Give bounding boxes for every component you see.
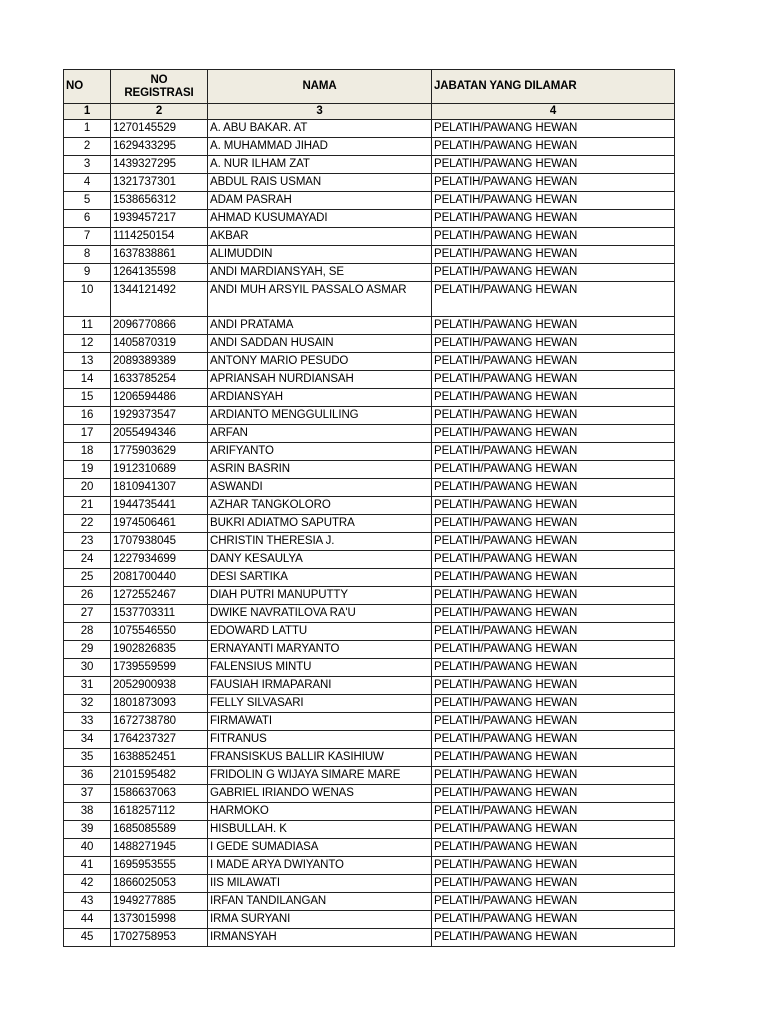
cell-no-registrasi: 1801873093 <box>111 695 208 713</box>
cell-jabatan: PELATIH/PAWANG HEWAN <box>432 533 675 551</box>
cell-no-registrasi: 1488271945 <box>111 839 208 857</box>
cell-nama: ASWANDI <box>208 479 432 497</box>
cell-jabatan: PELATIH/PAWANG HEWAN <box>432 425 675 443</box>
table-row <box>64 317 675 335</box>
cell-no-registrasi: 1939457217 <box>111 210 208 228</box>
cell-nama: I MADE ARYA DWIYANTO <box>208 857 432 875</box>
cell-no: 5 <box>64 192 111 210</box>
cell-jabatan: PELATIH/PAWANG HEWAN <box>432 479 675 497</box>
cell-no-registrasi: 1912310689 <box>111 461 208 479</box>
table-row <box>64 677 675 695</box>
table-row <box>64 893 675 911</box>
cell-jabatan: PELATIH/PAWANG HEWAN <box>432 623 675 641</box>
cell-no: 25 <box>64 569 111 587</box>
table-row <box>64 857 675 875</box>
cell-nama: ANTONY MARIO PESUDO <box>208 353 432 371</box>
table-row <box>64 335 675 353</box>
cell-no: 44 <box>64 911 111 929</box>
cell-no: 9 <box>64 264 111 282</box>
cell-jabatan: PELATIH/PAWANG HEWAN <box>432 120 675 138</box>
cell-nama: A. NUR ILHAM ZAT <box>208 156 432 174</box>
cell-nama: GABRIEL IRIANDO WENAS <box>208 785 432 803</box>
cell-nama: FAUSIAH IRMAPARANI <box>208 677 432 695</box>
cell-no: 26 <box>64 587 111 605</box>
cell-no: 10 <box>64 282 111 317</box>
cell-no-registrasi: 2089389389 <box>111 353 208 371</box>
column-index-4: 4 <box>432 104 675 120</box>
cell-no-registrasi: 1866025053 <box>111 875 208 893</box>
cell-no-registrasi: 2081700440 <box>111 569 208 587</box>
column-index-1: 1 <box>64 104 111 120</box>
cell-no: 16 <box>64 407 111 425</box>
cell-no-registrasi: 2055494346 <box>111 425 208 443</box>
cell-nama: ASRIN BASRIN <box>208 461 432 479</box>
cell-jabatan: PELATIH/PAWANG HEWAN <box>432 857 675 875</box>
table-row <box>64 659 675 677</box>
cell-no: 42 <box>64 875 111 893</box>
cell-no: 43 <box>64 893 111 911</box>
table-row <box>64 461 675 479</box>
cell-jabatan: PELATIH/PAWANG HEWAN <box>432 893 675 911</box>
cell-no: 13 <box>64 353 111 371</box>
cell-nama: FRANSISKUS BALLIR KASIHIUW <box>208 749 432 767</box>
cell-nama: ABDUL RAIS USMAN <box>208 174 432 192</box>
cell-no: 20 <box>64 479 111 497</box>
table-row <box>64 713 675 731</box>
cell-no-registrasi: 1373015998 <box>111 911 208 929</box>
cell-nama: ERNAYANTI MARYANTO <box>208 641 432 659</box>
cell-jabatan: PELATIH/PAWANG HEWAN <box>432 803 675 821</box>
cell-jabatan: PELATIH/PAWANG HEWAN <box>432 821 675 839</box>
cell-no-registrasi: 1702758953 <box>111 929 208 947</box>
cell-no-registrasi: 1538656312 <box>111 192 208 210</box>
cell-no: 1 <box>64 120 111 138</box>
cell-no: 40 <box>64 839 111 857</box>
table-row <box>64 497 675 515</box>
table-row <box>64 767 675 785</box>
cell-nama: AKBAR <box>208 228 432 246</box>
cell-no-registrasi: 1618257112 <box>111 803 208 821</box>
cell-no-registrasi: 1929373547 <box>111 407 208 425</box>
table-row <box>64 210 675 228</box>
cell-no: 6 <box>64 210 111 228</box>
table-row <box>64 551 675 569</box>
cell-no-registrasi: 2052900938 <box>111 677 208 695</box>
cell-no: 32 <box>64 695 111 713</box>
cell-nama: DIAH PUTRI MANUPUTTY <box>208 587 432 605</box>
cell-jabatan: PELATIH/PAWANG HEWAN <box>432 264 675 282</box>
table-row <box>64 839 675 857</box>
table-row <box>64 785 675 803</box>
table-row <box>64 875 675 893</box>
cell-nama: AHMAD KUSUMAYADI <box>208 210 432 228</box>
cell-nama: ARDIANTO MENGGULILING <box>208 407 432 425</box>
cell-no-registrasi: 1405870319 <box>111 335 208 353</box>
column-index-row <box>64 104 675 120</box>
cell-no-registrasi: 1944735441 <box>111 497 208 515</box>
cell-nama: ANDI SADDAN HUSAIN <box>208 335 432 353</box>
cell-no-registrasi: 1707938045 <box>111 533 208 551</box>
cell-no: 45 <box>64 929 111 947</box>
cell-jabatan: PELATIH/PAWANG HEWAN <box>432 605 675 623</box>
cell-nama: DWIKE NAVRATILOVA RA'U <box>208 605 432 623</box>
cell-jabatan: PELATIH/PAWANG HEWAN <box>432 641 675 659</box>
table-header <box>64 70 675 120</box>
cell-no: 19 <box>64 461 111 479</box>
cell-no: 11 <box>64 317 111 335</box>
cell-nama: FRIDOLIN G WIJAYA SIMARE MARE <box>208 767 432 785</box>
table-body <box>64 120 675 947</box>
cell-jabatan: PELATIH/PAWANG HEWAN <box>432 353 675 371</box>
cell-no: 34 <box>64 731 111 749</box>
cell-jabatan: PELATIH/PAWANG HEWAN <box>432 785 675 803</box>
cell-jabatan: PELATIH/PAWANG HEWAN <box>432 407 675 425</box>
cell-jabatan: PELATIH/PAWANG HEWAN <box>432 192 675 210</box>
table-row <box>64 623 675 641</box>
cell-no-registrasi: 1586637063 <box>111 785 208 803</box>
cell-no: 39 <box>64 821 111 839</box>
cell-jabatan: PELATIH/PAWANG HEWAN <box>432 156 675 174</box>
cell-no: 30 <box>64 659 111 677</box>
cell-no: 2 <box>64 138 111 156</box>
cell-jabatan: PELATIH/PAWANG HEWAN <box>432 659 675 677</box>
cell-no-registrasi: 1439327295 <box>111 156 208 174</box>
cell-no-registrasi: 1637838861 <box>111 246 208 264</box>
cell-no: 24 <box>64 551 111 569</box>
cell-jabatan: PELATIH/PAWANG HEWAN <box>432 569 675 587</box>
cell-jabatan: PELATIH/PAWANG HEWAN <box>432 317 675 335</box>
table-row <box>64 264 675 282</box>
cell-jabatan: PELATIH/PAWANG HEWAN <box>432 246 675 264</box>
table-row <box>64 156 675 174</box>
cell-no-registrasi: 1949277885 <box>111 893 208 911</box>
cell-no: 4 <box>64 174 111 192</box>
cell-no-registrasi: 1810941307 <box>111 479 208 497</box>
applicant-table <box>63 69 675 947</box>
cell-no: 36 <box>64 767 111 785</box>
cell-jabatan: PELATIH/PAWANG HEWAN <box>432 695 675 713</box>
cell-no-registrasi: 1206594486 <box>111 389 208 407</box>
cell-no: 41 <box>64 857 111 875</box>
header-jabatan: JABATAN YANG DILAMAR <box>432 70 675 104</box>
table-row <box>64 371 675 389</box>
cell-jabatan: PELATIH/PAWANG HEWAN <box>432 335 675 353</box>
cell-no-registrasi: 1227934699 <box>111 551 208 569</box>
cell-no-registrasi: 1633785254 <box>111 371 208 389</box>
cell-nama: A. MUHAMMAD JIHAD <box>208 138 432 156</box>
cell-nama: FITRANUS <box>208 731 432 749</box>
table-row <box>64 353 675 371</box>
cell-no: 7 <box>64 228 111 246</box>
table-row <box>64 587 675 605</box>
cell-jabatan: PELATIH/PAWANG HEWAN <box>432 929 675 947</box>
cell-no: 28 <box>64 623 111 641</box>
cell-jabatan: PELATIH/PAWANG HEWAN <box>432 138 675 156</box>
cell-nama: ADAM PASRAH <box>208 192 432 210</box>
table-row <box>64 282 675 317</box>
table-row <box>64 731 675 749</box>
cell-nama: ARDIANSYAH <box>208 389 432 407</box>
cell-jabatan: PELATIH/PAWANG HEWAN <box>432 174 675 192</box>
header-row <box>64 70 675 104</box>
cell-jabatan: PELATIH/PAWANG HEWAN <box>432 228 675 246</box>
cell-nama: IRMA SURYANI <box>208 911 432 929</box>
cell-no: 22 <box>64 515 111 533</box>
cell-no: 8 <box>64 246 111 264</box>
table-row <box>64 821 675 839</box>
cell-no-registrasi: 1264135598 <box>111 264 208 282</box>
column-index-2: 2 <box>111 104 208 120</box>
table-row <box>64 533 675 551</box>
cell-no-registrasi: 1764237327 <box>111 731 208 749</box>
cell-jabatan: PELATIH/PAWANG HEWAN <box>432 911 675 929</box>
cell-no: 33 <box>64 713 111 731</box>
cell-nama: DANY KESAULYA <box>208 551 432 569</box>
cell-no: 15 <box>64 389 111 407</box>
table-row <box>64 425 675 443</box>
table-row <box>64 515 675 533</box>
cell-nama: FELLY SILVASARI <box>208 695 432 713</box>
cell-jabatan: PELATIH/PAWANG HEWAN <box>432 461 675 479</box>
cell-nama: IIS MILAWATI <box>208 875 432 893</box>
cell-jabatan: PELATIH/PAWANG HEWAN <box>432 497 675 515</box>
cell-no: 12 <box>64 335 111 353</box>
cell-no-registrasi: 1075546550 <box>111 623 208 641</box>
cell-jabatan: PELATIH/PAWANG HEWAN <box>432 443 675 461</box>
cell-jabatan: PELATIH/PAWANG HEWAN <box>432 749 675 767</box>
cell-jabatan: PELATIH/PAWANG HEWAN <box>432 371 675 389</box>
cell-no-registrasi: 1672738780 <box>111 713 208 731</box>
table-row <box>64 569 675 587</box>
cell-no-registrasi: 1321737301 <box>111 174 208 192</box>
cell-jabatan: PELATIH/PAWANG HEWAN <box>432 587 675 605</box>
cell-nama: CHRISTIN THERESIA J. <box>208 533 432 551</box>
cell-no-registrasi: 1638852451 <box>111 749 208 767</box>
cell-no: 14 <box>64 371 111 389</box>
table-row <box>64 192 675 210</box>
cell-nama: ANDI MUH ARSYIL PASSALO ASMAR <box>208 282 432 317</box>
cell-no: 18 <box>64 443 111 461</box>
table-row <box>64 929 675 947</box>
cell-no-registrasi: 2096770866 <box>111 317 208 335</box>
cell-jabatan: PELATIH/PAWANG HEWAN <box>432 731 675 749</box>
cell-nama: ANDI MARDIANSYAH, SE <box>208 264 432 282</box>
cell-nama: ALIMUDDIN <box>208 246 432 264</box>
cell-no: 35 <box>64 749 111 767</box>
header-nama: NAMA <box>208 70 432 104</box>
table-row <box>64 479 675 497</box>
cell-no-registrasi: 1974506461 <box>111 515 208 533</box>
cell-nama: IRFAN TANDILANGAN <box>208 893 432 911</box>
cell-jabatan: PELATIH/PAWANG HEWAN <box>432 389 675 407</box>
cell-jabatan: PELATIH/PAWANG HEWAN <box>432 515 675 533</box>
cell-nama: ARIFYANTO <box>208 443 432 461</box>
cell-no-registrasi: 1272552467 <box>111 587 208 605</box>
cell-jabatan: PELATIH/PAWANG HEWAN <box>432 875 675 893</box>
cell-jabatan: PELATIH/PAWANG HEWAN <box>432 210 675 228</box>
table-row <box>64 911 675 929</box>
cell-nama: I GEDE SUMADIASA <box>208 839 432 857</box>
cell-no: 31 <box>64 677 111 695</box>
cell-no: 37 <box>64 785 111 803</box>
cell-no-registrasi: 1629433295 <box>111 138 208 156</box>
cell-nama: AZHAR TANGKOLORO <box>208 497 432 515</box>
table-row <box>64 641 675 659</box>
table-row <box>64 138 675 156</box>
cell-jabatan: PELATIH/PAWANG HEWAN <box>432 551 675 569</box>
cell-nama: APRIANSAH NURDIANSAH <box>208 371 432 389</box>
cell-jabatan: PELATIH/PAWANG HEWAN <box>432 839 675 857</box>
table-row <box>64 605 675 623</box>
cell-jabatan: PELATIH/PAWANG HEWAN <box>432 677 675 695</box>
table-row <box>64 389 675 407</box>
cell-no-registrasi: 1344121492 <box>111 282 208 317</box>
cell-nama: FALENSIUS MINTU <box>208 659 432 677</box>
header-no: NO <box>64 70 111 104</box>
cell-no-registrasi: 1775903629 <box>111 443 208 461</box>
cell-nama: A. ABU BAKAR. AT <box>208 120 432 138</box>
cell-nama: BUKRI ADIATMO SAPUTRA <box>208 515 432 533</box>
cell-jabatan: PELATIH/PAWANG HEWAN <box>432 767 675 785</box>
cell-no: 3 <box>64 156 111 174</box>
cell-no: 21 <box>64 497 111 515</box>
column-index-3: 3 <box>208 104 432 120</box>
table-row <box>64 228 675 246</box>
cell-no-registrasi: 1695953555 <box>111 857 208 875</box>
cell-no-registrasi: 2101595482 <box>111 767 208 785</box>
table-row <box>64 443 675 461</box>
cell-jabatan: PELATIH/PAWANG HEWAN <box>432 713 675 731</box>
cell-no-registrasi: 1114250154 <box>111 228 208 246</box>
cell-nama: FIRMAWATI <box>208 713 432 731</box>
cell-no: 38 <box>64 803 111 821</box>
cell-no: 27 <box>64 605 111 623</box>
cell-no-registrasi: 1270145529 <box>111 120 208 138</box>
header-no-registrasi-text: NO REGISTRASI <box>124 73 194 99</box>
cell-nama: ARFAN <box>208 425 432 443</box>
table-row <box>64 174 675 192</box>
cell-nama: DESI SARTIKA <box>208 569 432 587</box>
table-row <box>64 407 675 425</box>
table-row <box>64 695 675 713</box>
cell-no: 17 <box>64 425 111 443</box>
table-row <box>64 120 675 138</box>
cell-nama: HARMOKO <box>208 803 432 821</box>
table-row <box>64 246 675 264</box>
cell-nama: ANDI PRATAMA <box>208 317 432 335</box>
cell-no-registrasi: 1537703311 <box>111 605 208 623</box>
table-row <box>64 803 675 821</box>
cell-no-registrasi: 1739559599 <box>111 659 208 677</box>
cell-nama: HISBULLAH. K <box>208 821 432 839</box>
cell-no-registrasi: 1902826835 <box>111 641 208 659</box>
header-no-registrasi <box>111 70 208 104</box>
cell-jabatan: PELATIH/PAWANG HEWAN <box>432 282 675 317</box>
cell-nama: EDOWARD LATTU <box>208 623 432 641</box>
cell-nama: IRMANSYAH <box>208 929 432 947</box>
cell-no: 23 <box>64 533 111 551</box>
cell-no-registrasi: 1685085589 <box>111 821 208 839</box>
cell-no: 29 <box>64 641 111 659</box>
table-row <box>64 749 675 767</box>
